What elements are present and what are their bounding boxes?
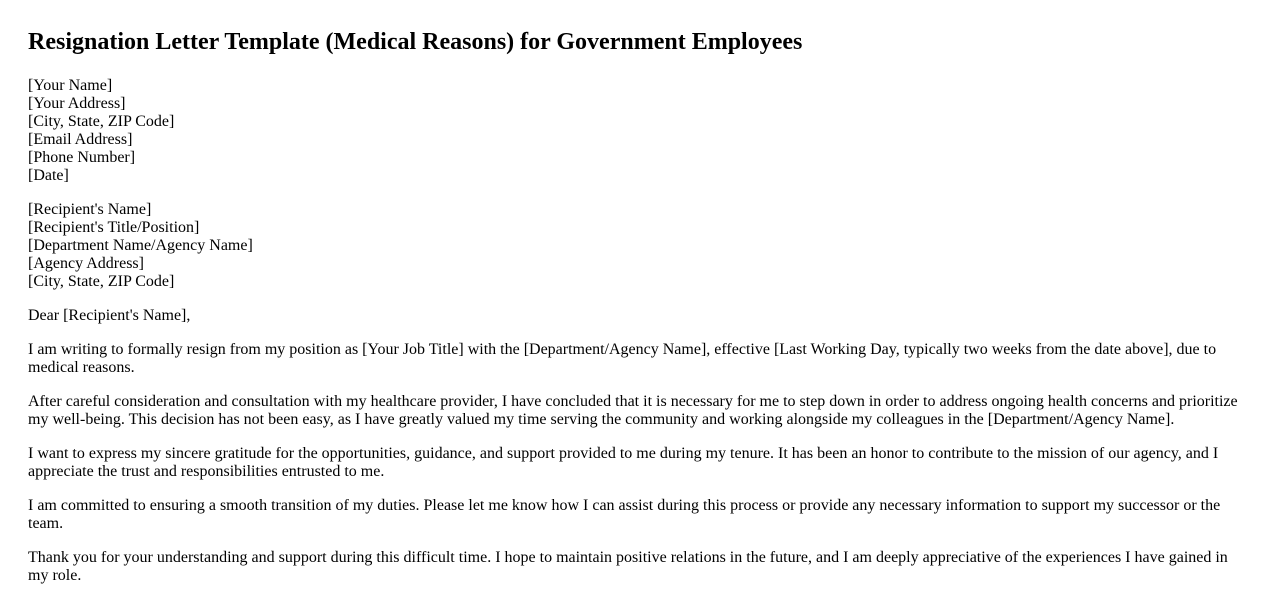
paragraph-gratitude: I want to express my sincere gratitude for the opportunities, guidance, and support provided to me during my tenure. It has been an honor to contribute to the mission of our agency, and I appreciate the trust and responsibilities entrusted to me. — [28, 445, 1219, 480]
recipient-address-block — [28, 201, 1250, 291]
sender-address-block — [28, 77, 1250, 185]
sender-email: [Email Address] — [28, 131, 133, 148]
letter-date: [Date] — [28, 167, 69, 184]
sender-phone: [Phone Number] — [28, 149, 136, 166]
paragraph-transition: I am committed to ensuring a smooth transition of my duties. Please let me know how I can assist during this process or provide any necessary information to support my successor or the team. — [28, 497, 1221, 532]
recipient-city-state-zip: [City, State, ZIP Code] — [28, 273, 175, 290]
paragraph-resignation-notice: I am writing to formally resign from my position as [Your Job Title] with the [Department/Agency Name], effective [Last Working Day, typically two weeks from the date above], due to medical reasons. — [28, 341, 1217, 376]
sender-city-state-zip: [City, State, ZIP Code] — [28, 113, 175, 130]
recipient-title: [Recipient's Title/Position] — [28, 219, 200, 236]
salutation: Dear [Recipient's Name], — [28, 307, 191, 324]
paragraph-closing: Thank you for your understanding and support during this difficult time. I hope to maintain positive relations in the future, and I am deeply appreciative of the experiences I have gained in my role. — [28, 549, 1228, 584]
paragraph-medical-reason: After careful consideration and consultation with my healthcare provider, I have concluded that it is necessary for me to step down in order to address ongoing health concerns and prioritize my well-being. This decision has not been easy, as I have greatly valued my time serving the community and working alongside my colleagues in the [Department/Agency Name]. — [28, 393, 1238, 428]
recipient-agency-address: [Agency Address] — [28, 255, 144, 272]
recipient-department: [Department Name/Agency Name] — [28, 237, 253, 254]
recipient-name: [Recipient's Name] — [28, 201, 152, 218]
sender-address: [Your Address] — [28, 95, 126, 112]
page-title: Resignation Letter Template (Medical Reasons) for Government Employees — [28, 29, 803, 55]
sender-name: [Your Name] — [28, 77, 113, 94]
